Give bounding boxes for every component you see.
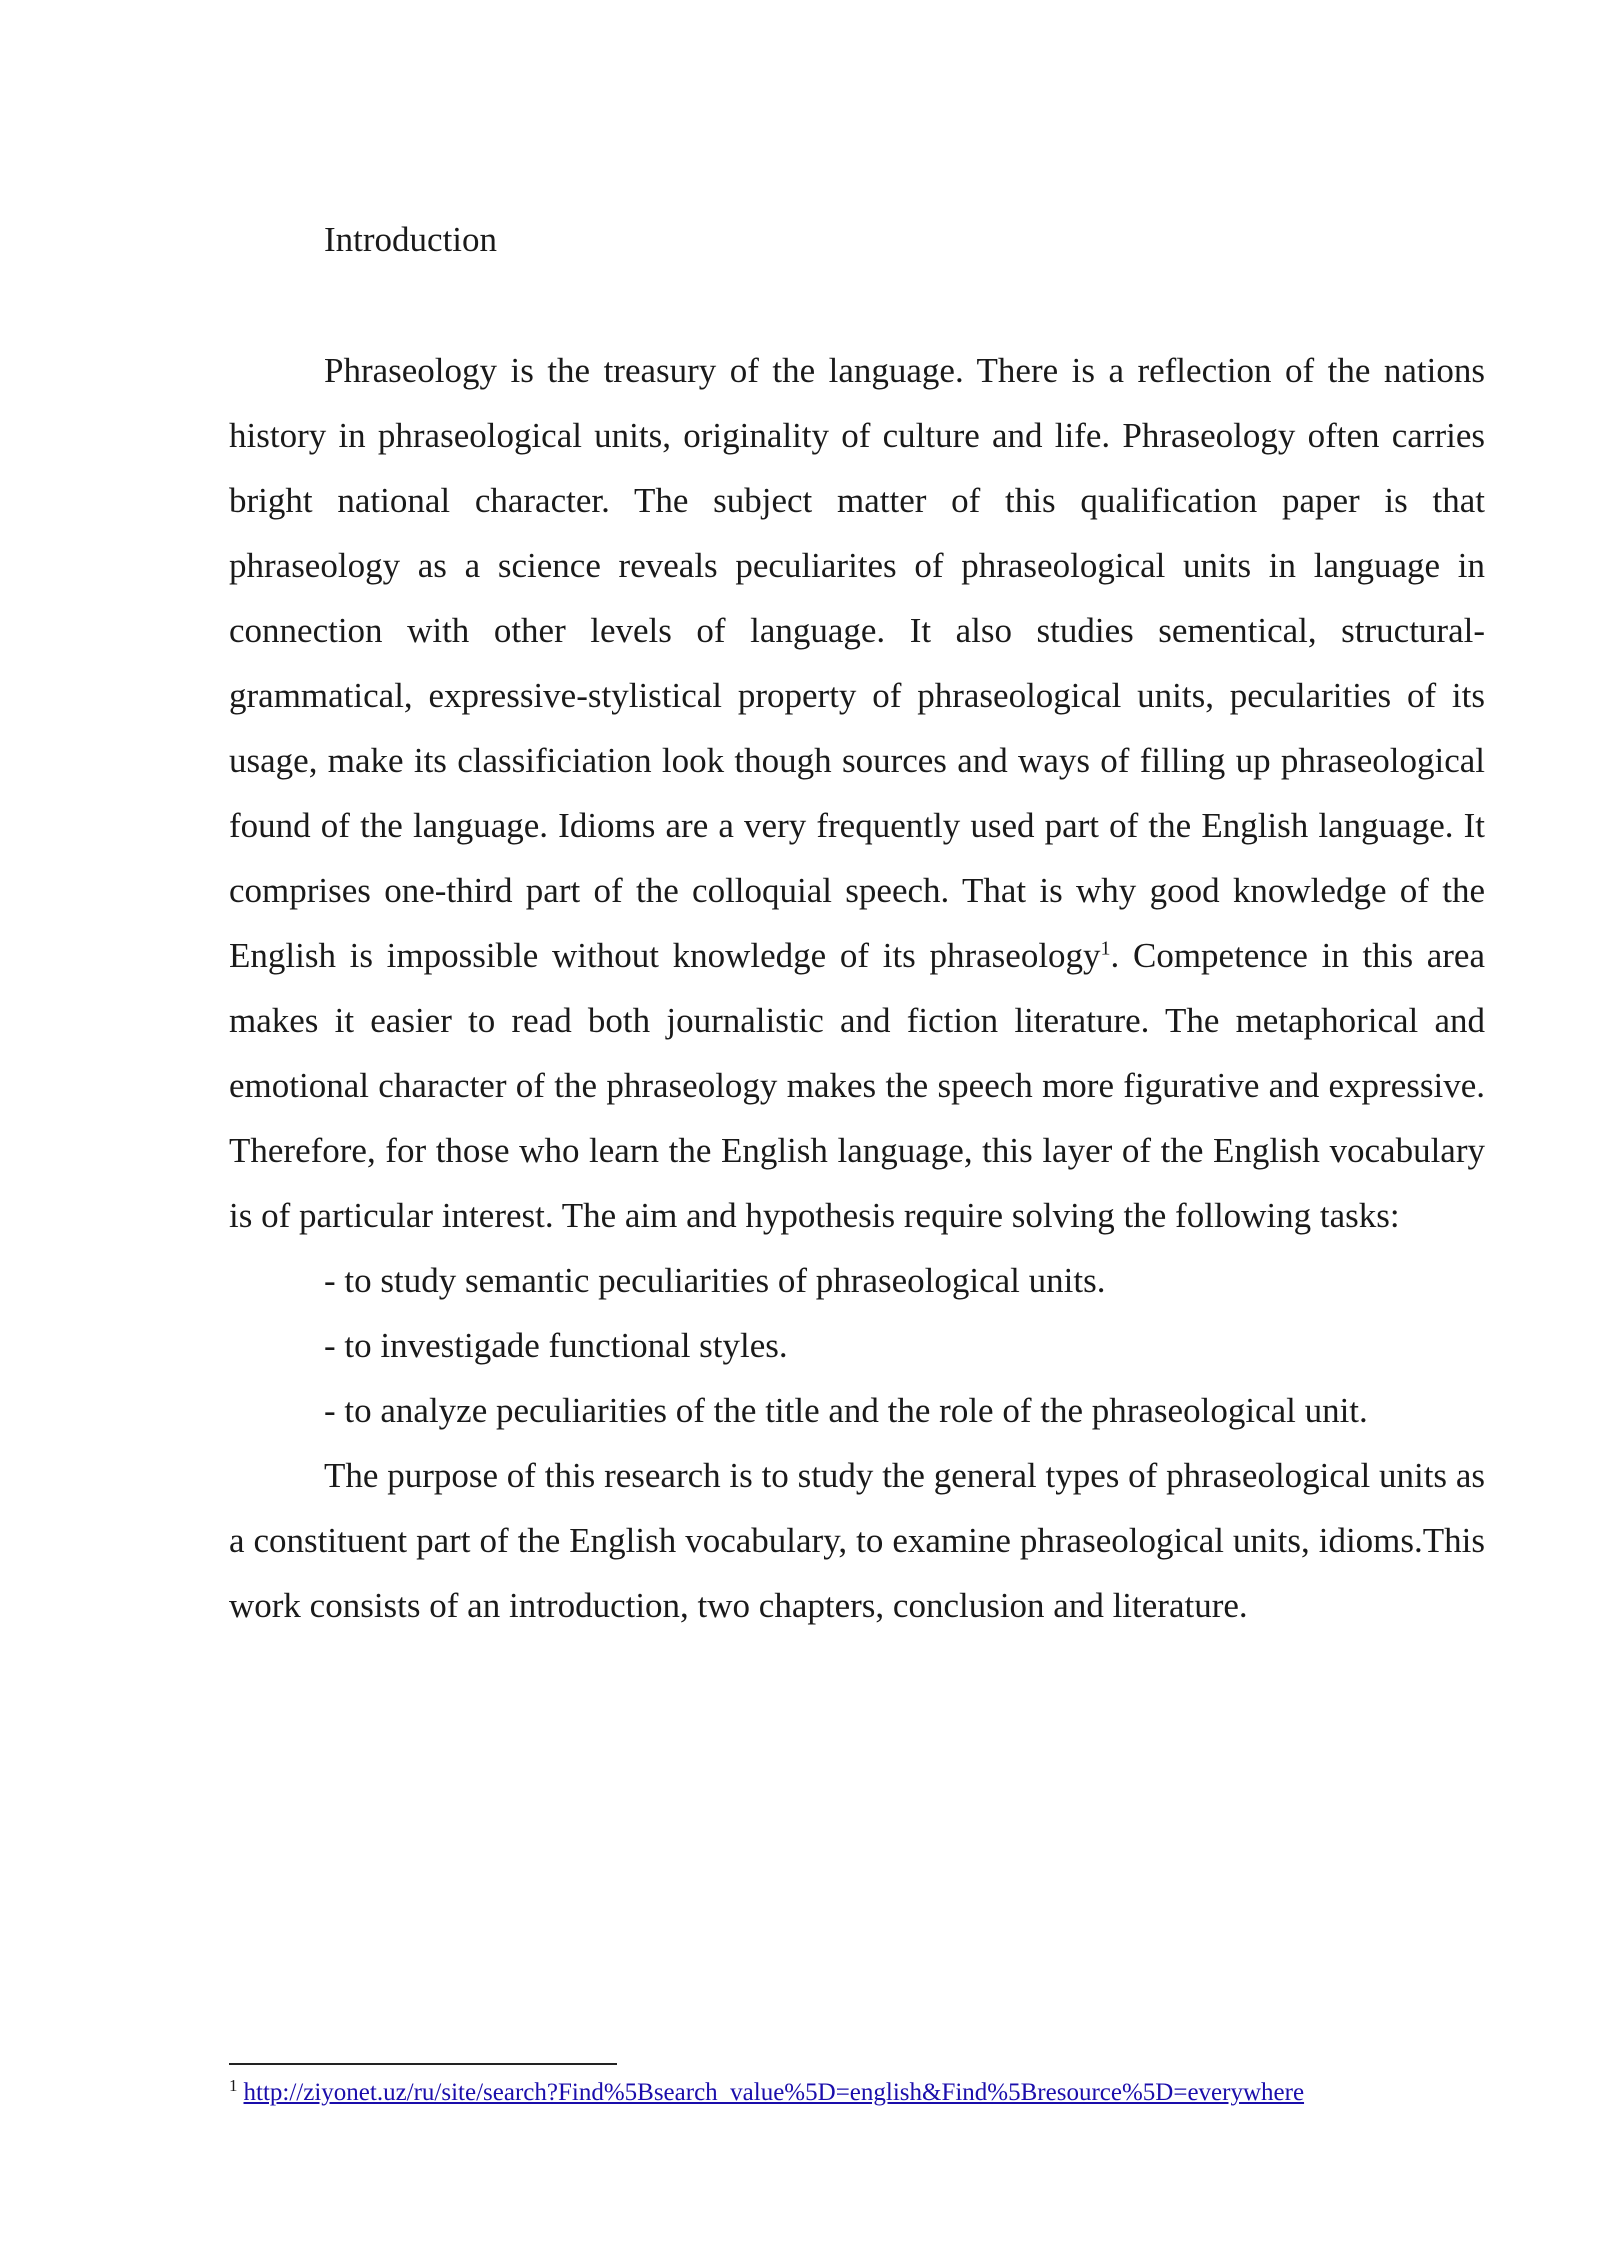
paragraph-intro-text: Phraseology is the treasury of the language. There is a reflection of the nations history in phraseological units, originality of culture and life. Phraseology often carries bright national character. The subject matter of this qualification paper is that phraseology as a science reveals peculiarites of phraseological units in language in connection with other levels of language. It also studies sementical, structural-grammatical, expressive-stylistical property of phraseological units, pecularities of its usage, make its classificiation look though sources and ways of filling up phraseological found of the language. Idioms are a very frequently used part of the English language. It comprises one-third part of the colloquial speech. That is why good knowledge of the English is impossible without knowledge of its phraseology — [229, 351, 1485, 975]
paragraph-purpose: The purpose of this research is to study the general types of phraseological units as a constituent part of the English vocabulary, to examine phraseological units, idioms.This work consists of an introduction, two chapters, conclusion and literature. — [229, 1456, 1485, 1625]
footnote-reference[interactable]: 1 — [1100, 937, 1111, 960]
footnote-number: 1 — [229, 2075, 238, 2095]
footnote-separator — [229, 2063, 617, 2065]
task-item-3: - to analyze peculiarities of the title and the role of the phraseological unit. — [324, 1391, 1368, 1430]
footnote-link[interactable]: http://ziyonet.uz/ru/site/search?Find%5Bsearch_value%5D=english&Find%5Bresource%5D=everywhere — [243, 2079, 1305, 2106]
task-item-1: - to study semantic peculiarities of phraseological units. — [324, 1261, 1106, 1300]
paragraph-intro-continuation: . Competence in this area makes it easier to read both journalistic and fiction literature. The metaphorical and emotional character of the phraseology makes the speech more figurative and expressive. Therefore, for those who learn the English language, this layer of the English vocabulary is of particular interest. The aim and hypothesis require solving the following tasks: — [229, 936, 1486, 1235]
paragraph-intro — [229, 338, 1485, 1248]
page-title: Introduction — [324, 220, 498, 259]
footnote — [229, 2077, 1304, 2109]
body-text — [229, 338, 1485, 1638]
task-item-2: - to investigade functional styles. — [324, 1326, 788, 1365]
